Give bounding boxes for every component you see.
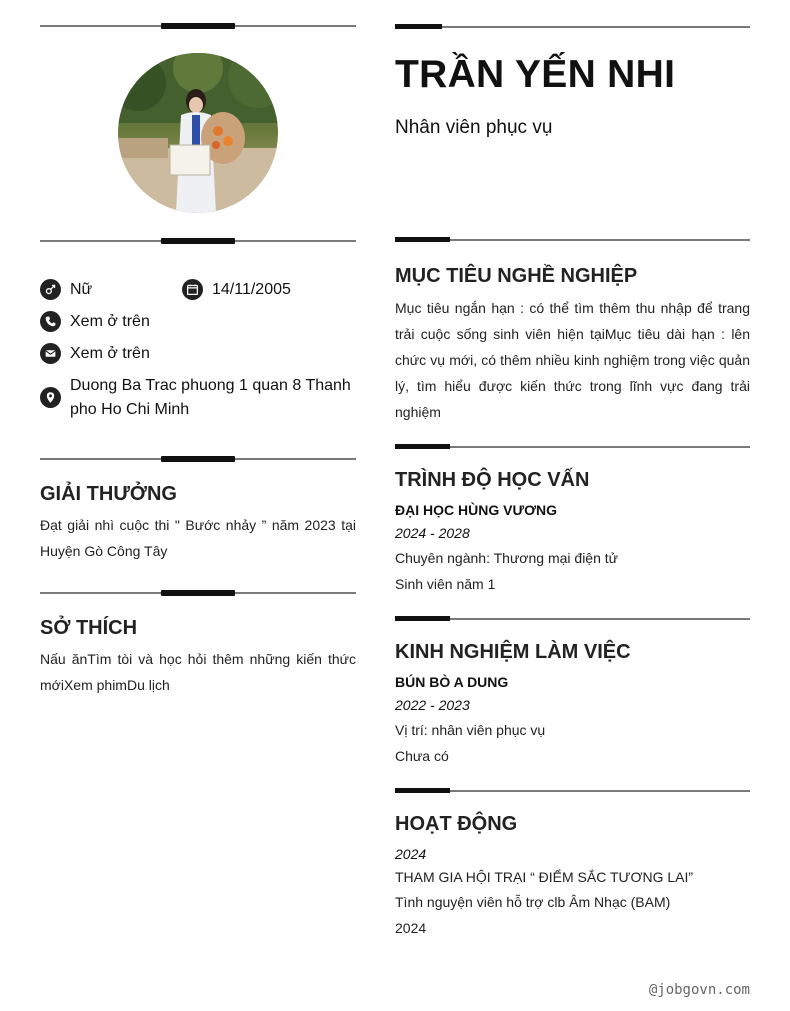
address-value: Duong Ba Trac phuong 1 quan 8 Thanh pho Ho Chi Minh	[70, 377, 351, 418]
mail-icon	[40, 343, 61, 364]
experience-company: BÚN BÒ A DUNG	[395, 674, 509, 690]
address-row	[40, 374, 356, 422]
activities-year: 2024	[395, 846, 427, 862]
watermark: @jobgovn.com	[648, 982, 750, 998]
calendar-icon	[182, 279, 203, 300]
hobbies-heading: SỞ THÍCH	[40, 617, 138, 639]
phone-row	[40, 310, 150, 334]
divider-activities	[395, 790, 750, 792]
activities-role: Tình nguyện viên hỗ trợ clb Âm Nhạc (BAM)	[395, 894, 671, 910]
divider-top-right	[395, 26, 750, 28]
avatar	[118, 53, 278, 213]
email-value: Xem ở trên	[70, 345, 150, 362]
gender-row	[40, 278, 92, 302]
experience-heading: KINH NGHIỆM LÀM VIỆC	[395, 641, 631, 663]
gender-value: Nữ	[70, 281, 93, 298]
location-icon	[40, 387, 61, 408]
education-school: ĐẠI HỌC HÙNG VƯƠNG	[395, 502, 558, 518]
birthday-value: 14/11/2005	[212, 281, 291, 298]
experience-note: Chưa có	[395, 748, 449, 764]
awards-text: Đạt giải nhì cuộc thi " Bước nhảy ” năm 2023 tại Huyện Gò Công Tây	[40, 517, 356, 559]
hobbies-text: Nấu ănTìm tòi và học hỏi thêm những kiến thức mớiXem phimDu lịch	[40, 651, 356, 693]
divider-objective	[395, 239, 750, 241]
divider-left-info	[40, 240, 356, 242]
education-major: Chuyên ngành: Thương mại điện tử	[395, 550, 619, 566]
birthday-row	[182, 278, 291, 302]
education-heading: TRÌNH ĐỘ HỌC VẤN	[395, 469, 590, 491]
objective-text: Mục tiêu ngắn hạn : có thể tìm thêm thu nhập để trang trải cuộc sống sinh viên hiện tạiMục tiêu dài hạn : lên chức vụ mới, có thêm nhiều kinh nghiệm trong việc quản lý, tìm hiểu được kiến thức trong lĩnh vực đang trải nghiệm	[395, 300, 750, 420]
education-period: 2024 - 2028	[395, 525, 470, 541]
divider-education	[395, 446, 750, 448]
email-row	[40, 342, 150, 366]
gender-icon	[40, 279, 61, 300]
candidate-title: Nhân viên phục vụ	[395, 117, 553, 138]
candidate-name: TRẦN YẾN NHI	[395, 53, 676, 96]
objective-heading: MỤC TIÊU NGHỀ NGHIỆP	[395, 265, 638, 287]
phone-value: Xem ở trên	[70, 313, 150, 330]
divider-hobbies	[40, 592, 356, 594]
education-note: Sinh viên năm 1	[395, 576, 496, 592]
activities-heading: HOẠT ĐỘNG	[395, 813, 518, 835]
activities-event: THAM GIA HỘI TRẠI “ ĐIỂM SẮC TƯƠNG LAI”	[395, 869, 694, 885]
experience-period: 2022 - 2023	[395, 697, 470, 713]
divider-top-left	[40, 25, 356, 27]
activities-year2: 2024	[395, 920, 427, 936]
divider-experience	[395, 618, 750, 620]
awards-heading: GIẢI THƯỞNG	[40, 483, 177, 505]
phone-icon	[40, 311, 61, 332]
experience-position: Vị trí: nhân viên phục vụ	[395, 722, 546, 738]
divider-awards	[40, 458, 356, 460]
